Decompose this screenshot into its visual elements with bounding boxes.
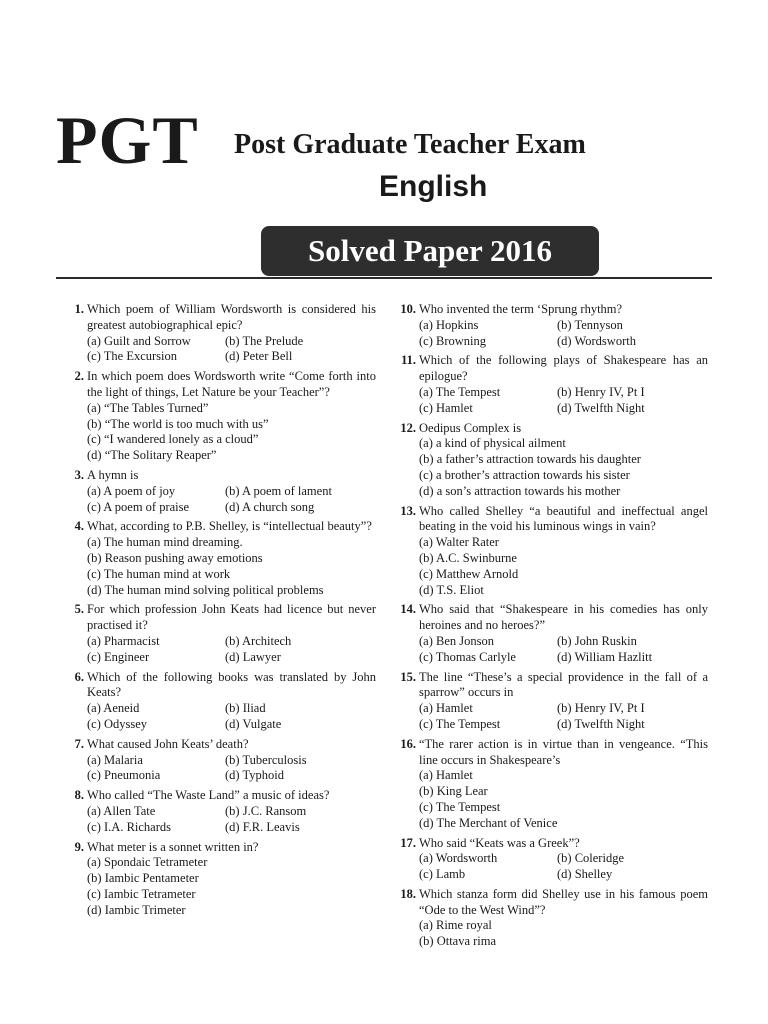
- questions-column-right: [396, 302, 708, 954]
- question-text: What meter is a sonnet written in?: [87, 839, 259, 854]
- answer-option: (c) The Excursion: [87, 349, 178, 364]
- answer-option: (c) Thomas Carlyle: [419, 649, 516, 664]
- answer-option: (a) A poem of joy: [87, 483, 176, 498]
- question-options: [419, 634, 708, 666]
- question-options: [419, 436, 708, 499]
- answer-option: (c) “I wandered lonely as a cloud”: [87, 432, 259, 447]
- question-item: [396, 836, 708, 883]
- answer-option: (b) Architech: [225, 633, 292, 648]
- question-options: [419, 318, 708, 350]
- answer-option: (a) The human mind dreaming.: [87, 535, 243, 550]
- question-options: [419, 768, 708, 831]
- question-number: 14.: [400, 602, 416, 617]
- answer-option: (d) Vulgate: [225, 716, 282, 731]
- question-options: [419, 851, 708, 883]
- answer-option: (d) The human mind solving political problems: [87, 582, 324, 597]
- answer-option: (d) William Hazlitt: [557, 649, 653, 664]
- answer-option: (a) Hamlet: [419, 768, 473, 783]
- answer-option: (a) Hopkins: [419, 317, 479, 332]
- answer-option: (a) Guilt and Sorrow: [87, 333, 191, 348]
- answer-option: (a) Aeneid: [87, 701, 140, 716]
- answer-option: (d) Peter Bell: [225, 349, 293, 364]
- question-text: Which of the following plays of Shakespeare has an epilogue?: [419, 353, 708, 384]
- answer-option: (a) Walter Rater: [419, 535, 499, 550]
- answer-option: (a) a kind of physical ailment: [419, 436, 566, 451]
- answer-option: (d) T.S. Eliot: [419, 582, 484, 597]
- question-options: [419, 918, 708, 950]
- answer-option: (b) Tuberculosis: [225, 752, 307, 767]
- answer-option: (b) Henry IV, Pt I: [557, 701, 645, 716]
- answer-option: (a) The Tempest: [419, 384, 501, 399]
- answer-option: (d) F.R. Leavis: [225, 819, 300, 834]
- answer-option: (c) Iambic Tetrameter: [87, 886, 196, 901]
- question-number: 18.: [400, 886, 416, 901]
- question-options: [87, 535, 376, 598]
- question-text: The line “These’s a special providence in the fall of a sparrow” occurs in: [419, 669, 708, 700]
- question-number: 2.: [74, 369, 84, 384]
- question-item: [396, 737, 708, 832]
- question-number: 11.: [401, 353, 416, 368]
- answer-option: (c) A poem of praise: [87, 499, 190, 514]
- question-options: [87, 855, 376, 918]
- question-item: [64, 670, 376, 733]
- question-item: [64, 302, 376, 365]
- question-text: For which profession John Keats had licence but never practised it?: [87, 602, 376, 633]
- question-item: [396, 353, 708, 416]
- question-item: [396, 670, 708, 733]
- answer-option: (b) Henry IV, Pt I: [557, 384, 645, 399]
- answer-option: (a) Wordsworth: [419, 851, 498, 866]
- question-number: 7.: [74, 736, 84, 751]
- solved-paper-banner: Solved Paper 2016: [261, 226, 599, 276]
- answer-option: (c) Pneumonia: [87, 768, 161, 783]
- answer-option: (a) Spondaic Tetrameter: [87, 855, 208, 870]
- exam-subject: English: [379, 170, 488, 203]
- answer-option: (c) Odyssey: [87, 716, 148, 731]
- question-options: [87, 753, 376, 785]
- answer-option: (c) I.A. Richards: [87, 819, 171, 834]
- question-text: “The rarer action is in virtue than in vengeance. “This line occurs in Shakespeare’s: [419, 736, 708, 767]
- answer-option: (d) Wordsworth: [557, 333, 636, 348]
- answer-option: (b) The Prelude: [225, 333, 304, 348]
- answer-option: (b) a father’s attraction towards his daughter: [419, 452, 641, 467]
- answer-option: (c) a brother’s attraction towards his sister: [419, 467, 630, 482]
- questions-column-left: [64, 302, 376, 922]
- answer-option: (a) Ben Jonson: [419, 633, 494, 648]
- answer-option: (c) Matthew Arnold: [419, 566, 519, 581]
- question-item: [396, 421, 708, 500]
- answer-option: (b) A.C. Swinburne: [419, 550, 517, 565]
- question-number: 15.: [400, 669, 416, 684]
- question-options: [87, 804, 376, 836]
- question-text: Which stanza form did Shelley use in his famous poem “Ode to the West Wind”?: [419, 886, 708, 917]
- question-item: [64, 602, 376, 665]
- answer-option: (c) Engineer: [87, 649, 150, 664]
- answer-option: (b) Tennyson: [557, 317, 623, 332]
- question-options: [87, 701, 376, 733]
- answer-option: (c) Lamb: [419, 867, 466, 882]
- question-options: [87, 484, 376, 516]
- answer-option: (c) Hamlet: [419, 400, 473, 415]
- question-number: 6.: [74, 669, 84, 684]
- question-number: 4.: [74, 519, 84, 534]
- question-text: Who said “Keats was a Greek”?: [419, 835, 580, 850]
- answer-option: (c) The human mind at work: [87, 566, 231, 581]
- question-text: Which poem of William Wordsworth is considered his greatest autobiographical epic?: [87, 302, 376, 332]
- answer-option: (d) Lawyer: [225, 649, 281, 664]
- question-number: 12.: [400, 420, 416, 435]
- question-item: [64, 468, 376, 515]
- answer-option: (a) Allen Tate: [87, 803, 156, 818]
- question-options: [419, 535, 708, 598]
- answer-option: (c) Browning: [419, 333, 486, 348]
- answer-option: (b) Iliad: [225, 701, 266, 716]
- answer-option: (d) Iambic Trimeter: [87, 902, 186, 917]
- question-options: [419, 701, 708, 733]
- answer-option: (d) A church song: [225, 499, 315, 514]
- answer-option: (b) King Lear: [419, 784, 488, 799]
- question-text: In which poem does Wordsworth write “Come forth into the light of things, Let Nature be your Teacher”?: [87, 369, 376, 399]
- question-number: 5.: [74, 602, 84, 617]
- answer-option: (b) Ottava rima: [419, 934, 497, 949]
- question-options: [419, 385, 708, 417]
- answer-option: (b) John Ruskin: [557, 633, 637, 648]
- answer-option: (d) The Merchant of Venice: [419, 815, 558, 830]
- answer-option: (c) The Tempest: [419, 799, 501, 814]
- answer-option: (a) Malaria: [87, 752, 143, 767]
- question-options: [87, 334, 376, 366]
- answer-option: (b) “The world is too much with us”: [87, 416, 269, 431]
- answer-option: (b) A poem of lament: [225, 483, 332, 498]
- question-number: 9.: [74, 839, 84, 854]
- question-item: [396, 504, 708, 599]
- question-text: Who invented the term ‘Sprung rhythm?: [419, 302, 623, 316]
- question-options: [87, 401, 376, 464]
- question-text: Oedipus Complex is: [419, 420, 522, 435]
- answer-option: (a) Rime royal: [419, 918, 492, 933]
- header-divider: [56, 277, 712, 279]
- question-item: [64, 519, 376, 598]
- question-number: 10.: [400, 302, 416, 316]
- question-item: [396, 302, 708, 349]
- question-number: 3.: [74, 467, 84, 482]
- question-number: 1.: [74, 302, 84, 316]
- question-item: [396, 887, 708, 950]
- question-number: 16.: [400, 736, 416, 751]
- answer-option: (a) “The Tables Turned”: [87, 400, 209, 415]
- answer-option: (b) Iambic Pentameter: [87, 871, 199, 886]
- question-text: Who said that “Shakespeare in his comedies has only heroines and no heroes?”: [419, 602, 708, 633]
- answer-option: (d) a son’s attraction towards his mother: [419, 483, 621, 498]
- answer-option: (c) The Tempest: [419, 716, 501, 731]
- question-item: [396, 602, 708, 665]
- answer-option: (b) J.C. Ransom: [225, 803, 307, 818]
- answer-option: (d) Twelfth Night: [557, 716, 645, 731]
- question-number: 13.: [400, 503, 416, 518]
- question-text: Who called “The Waste Land” a music of ideas?: [87, 788, 330, 803]
- answer-option: (d) Twelfth Night: [557, 400, 645, 415]
- exam-brand: PGT: [56, 102, 199, 178]
- answer-option: (b) Reason pushing away emotions: [87, 550, 263, 565]
- question-number: 17.: [400, 835, 416, 850]
- answer-option: (d) Shelley: [557, 867, 613, 882]
- answer-option: (b) Coleridge: [557, 851, 624, 866]
- exam-subtitle: Post Graduate Teacher Exam: [234, 129, 586, 160]
- question-number: 8.: [74, 788, 84, 803]
- answer-option: (a) Hamlet: [419, 701, 473, 716]
- answer-option: (a) Pharmacist: [87, 633, 160, 648]
- question-item: [64, 737, 376, 784]
- question-text: Who called Shelley “a beautiful and ineffectual angel beating in the void his luminous wings in vain?: [419, 503, 708, 534]
- question-item: [64, 369, 376, 464]
- question-text: What caused John Keats’ death?: [87, 736, 249, 751]
- answer-option: (d) “The Solitary Reaper”: [87, 448, 217, 463]
- question-item: [64, 840, 376, 919]
- question-options: [87, 634, 376, 666]
- question-text: What, according to P.B. Shelley, is “intellectual beauty”?: [87, 519, 372, 534]
- answer-option: (d) Typhoid: [225, 768, 284, 783]
- question-text: A hymn is: [87, 467, 139, 482]
- question-item: [64, 788, 376, 835]
- question-text: Which of the following books was translated by John Keats?: [87, 669, 376, 700]
